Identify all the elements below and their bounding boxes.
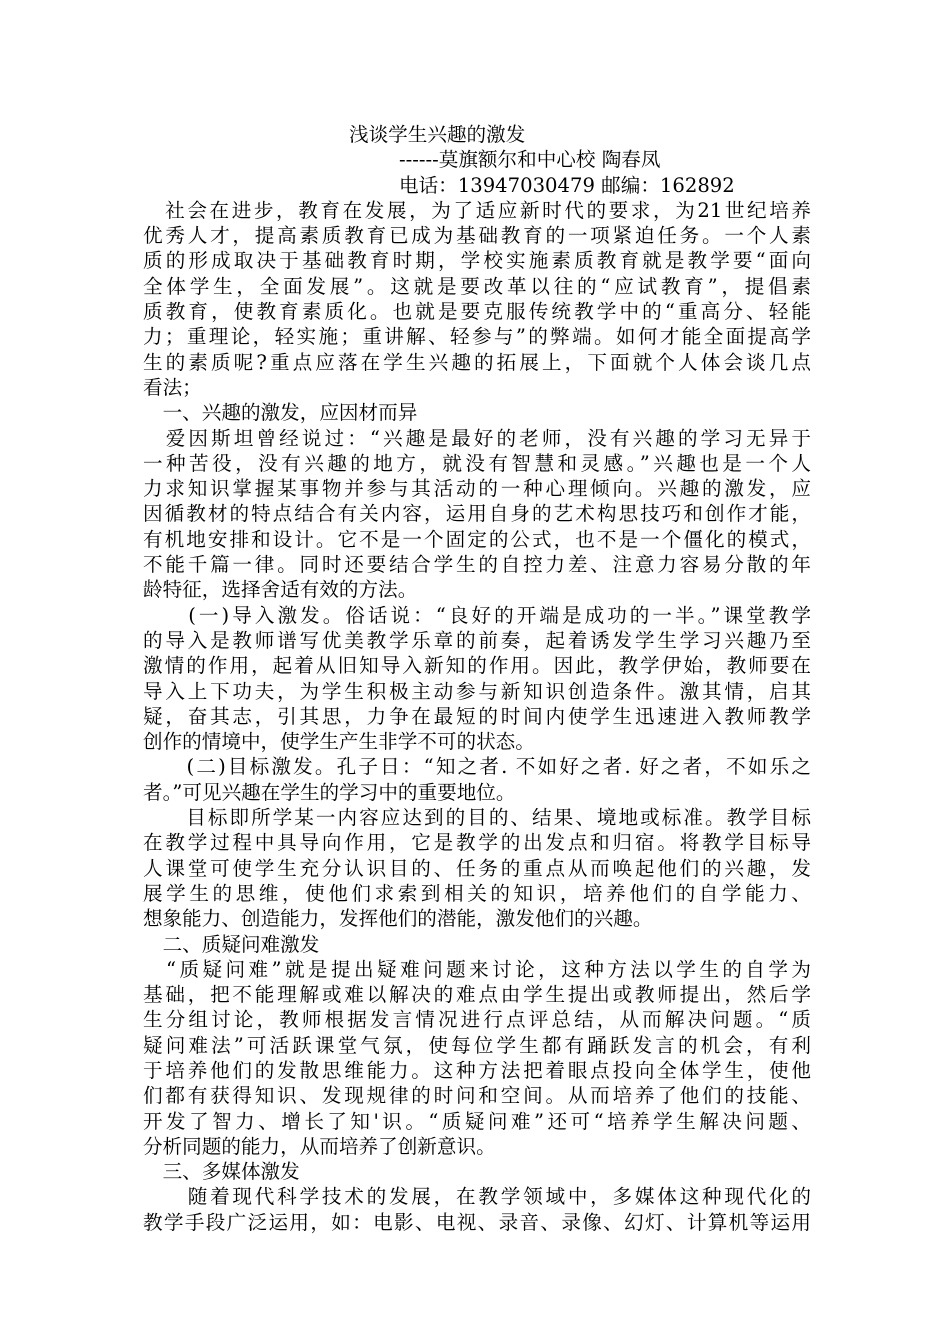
body-line: 龄特征，选择舍适有效的方法。 (143, 578, 418, 602)
body-line: (二)目标激发。孔子日：“知之者. 不如好之者. 好之者，不如乐之 (143, 755, 811, 779)
body-line: 有机地安排和设计。它不是一个固定的公式，也不是一个僵化的模式， (143, 527, 811, 551)
body-line: 力；重理论，轻实施；重讲解、轻参与”的弊端。如何才能全面提高学 (143, 325, 811, 349)
document-author: ------莫旗额尔和中心校 陶春凤 (399, 148, 661, 172)
body-line: 教学手段广泛运用，如：电影、电视、录音、录像、幻灯、计算机等运用 (143, 1210, 811, 1234)
body-line: 生分组讨论，教师根据发言情况进行点评总结，从而解决问题。“质 (143, 1008, 811, 1032)
document-body (143, 198, 811, 1235)
body-line: 分析同题的能力，从而培养了创新意识。 (143, 1134, 496, 1158)
body-line: 生的素质呢?重点应落在学生兴趣的拓展上，下面就个人体会谈几点 (143, 350, 811, 374)
document-title: 浅谈学生兴趣的激发 (349, 123, 526, 146)
document-page (143, 122, 811, 1235)
body-line: 爱因斯坦曾经说过：“兴趣是最好的老师，没有兴趣的学习无异于 (143, 426, 811, 450)
body-line: 们都有获得知识、发现规律的时问和空间。从而培养了他们的技能、 (143, 1084, 811, 1108)
body-line: 基础，把不能理解或难以解决的难点由学生提出或教师提出，然后学 (143, 983, 811, 1007)
body-line: 激情的作用，起着从旧知导入新知的作用。因此，教学伊始，教师要在 (143, 654, 811, 678)
body-line: 不能千篇一律。同时还要结合学生的自控力差、注意力容易分散的年 (143, 553, 811, 577)
body-line: 质教育，使教育素质化。也就是要克服传统教学中的“重高分、轻能 (143, 300, 811, 324)
body-line: 创作的情境中，使学生产生非学不可的状态。 (143, 730, 535, 754)
body-line: 在教学过程中具导向作用，它是教学的出发点和归宿。将教学目标导 (143, 831, 811, 855)
body-line: “质疑问难”就是提出疑难问题来讨论，这种方法以学生的自学为 (143, 957, 811, 981)
body-line: 疑问难法”可活跃课堂气氛，使每位学生都有踊跃发言的机会，有利 (143, 1033, 811, 1057)
document-contact: 电话：13947030479 邮编：162892 (399, 173, 735, 197)
body-line: 目标即所学某一内容应达到的目的、结果、境地或标准。教学目标 (143, 806, 811, 830)
body-line: 力求知识掌握某事物并参与其活动的一种心理倾向。兴趣的激发，应 (143, 477, 811, 501)
body-line: 人课堂可使学生充分认识目的、任务的重点从而唤起他们的兴趣，发 (143, 856, 811, 880)
body-line: 想象能力、创造能力，发挥他们的潜能，激发他们的兴趣。 (143, 907, 653, 931)
body-line: 因循教材的特点结合有关内容，运用自身的艺术构思技巧和创作才能， (143, 502, 811, 526)
body-line: 者。”可见兴趣在学生的学习中的重要地位。 (143, 780, 516, 804)
body-line: (一)导入激发。俗话说：“良好的开端是成功的一半。”课堂教学 (143, 603, 811, 627)
body-line: 二、质疑问难激发 (143, 932, 320, 956)
body-line: 随着现代科学技术的发展，在教学领域中，多媒体这种现代化的 (143, 1185, 811, 1209)
body-line: 质的形成取决于基础教育时期，学校实施素质教育就是教学要“面向 (143, 249, 811, 273)
body-line: 社会在进步，教育在发展，为了适应新时代的要求，为21世纪培养 (143, 198, 811, 222)
body-line: 全体学生，全面发展”。这就是要改革以往的“应试教育”，提倡素 (143, 274, 811, 298)
body-line: 的导入是教师谱写优美教学乐章的前奏，起着诱发学生学习兴趣乃至 (143, 628, 811, 652)
body-line: 导入上下功夫，为学生积极主动参与新知识创造条件。激其情，启其 (143, 679, 811, 703)
body-line: 一种苦役，没有兴趣的地方，就没有智慧和灵感。”兴趣也是一个人 (143, 451, 811, 475)
body-line: 优秀人才，提高素质教育已成为基础教育的一项紧迫任务。一个人素 (143, 224, 811, 248)
body-line: 一、兴趣的激发，应因材而异 (143, 401, 418, 425)
body-line: 三、多媒体激发 (143, 1160, 300, 1184)
body-line: 疑，奋其志，引其思，力争在最短的时间内使学生迅速进入教师教学 (143, 704, 811, 728)
body-line: 于培养他们的发散思维能力。这种方法把着眼点投向全体学生，使他 (143, 1058, 811, 1082)
body-line: 看法； (143, 375, 202, 399)
body-line: 展学生的思维，使他们求索到相关的知识，培养他们的自学能力、 (143, 881, 811, 905)
body-line: 开发了智力、增长了知'识。“质疑问难”还可“培养学生解决问题、 (143, 1109, 811, 1133)
